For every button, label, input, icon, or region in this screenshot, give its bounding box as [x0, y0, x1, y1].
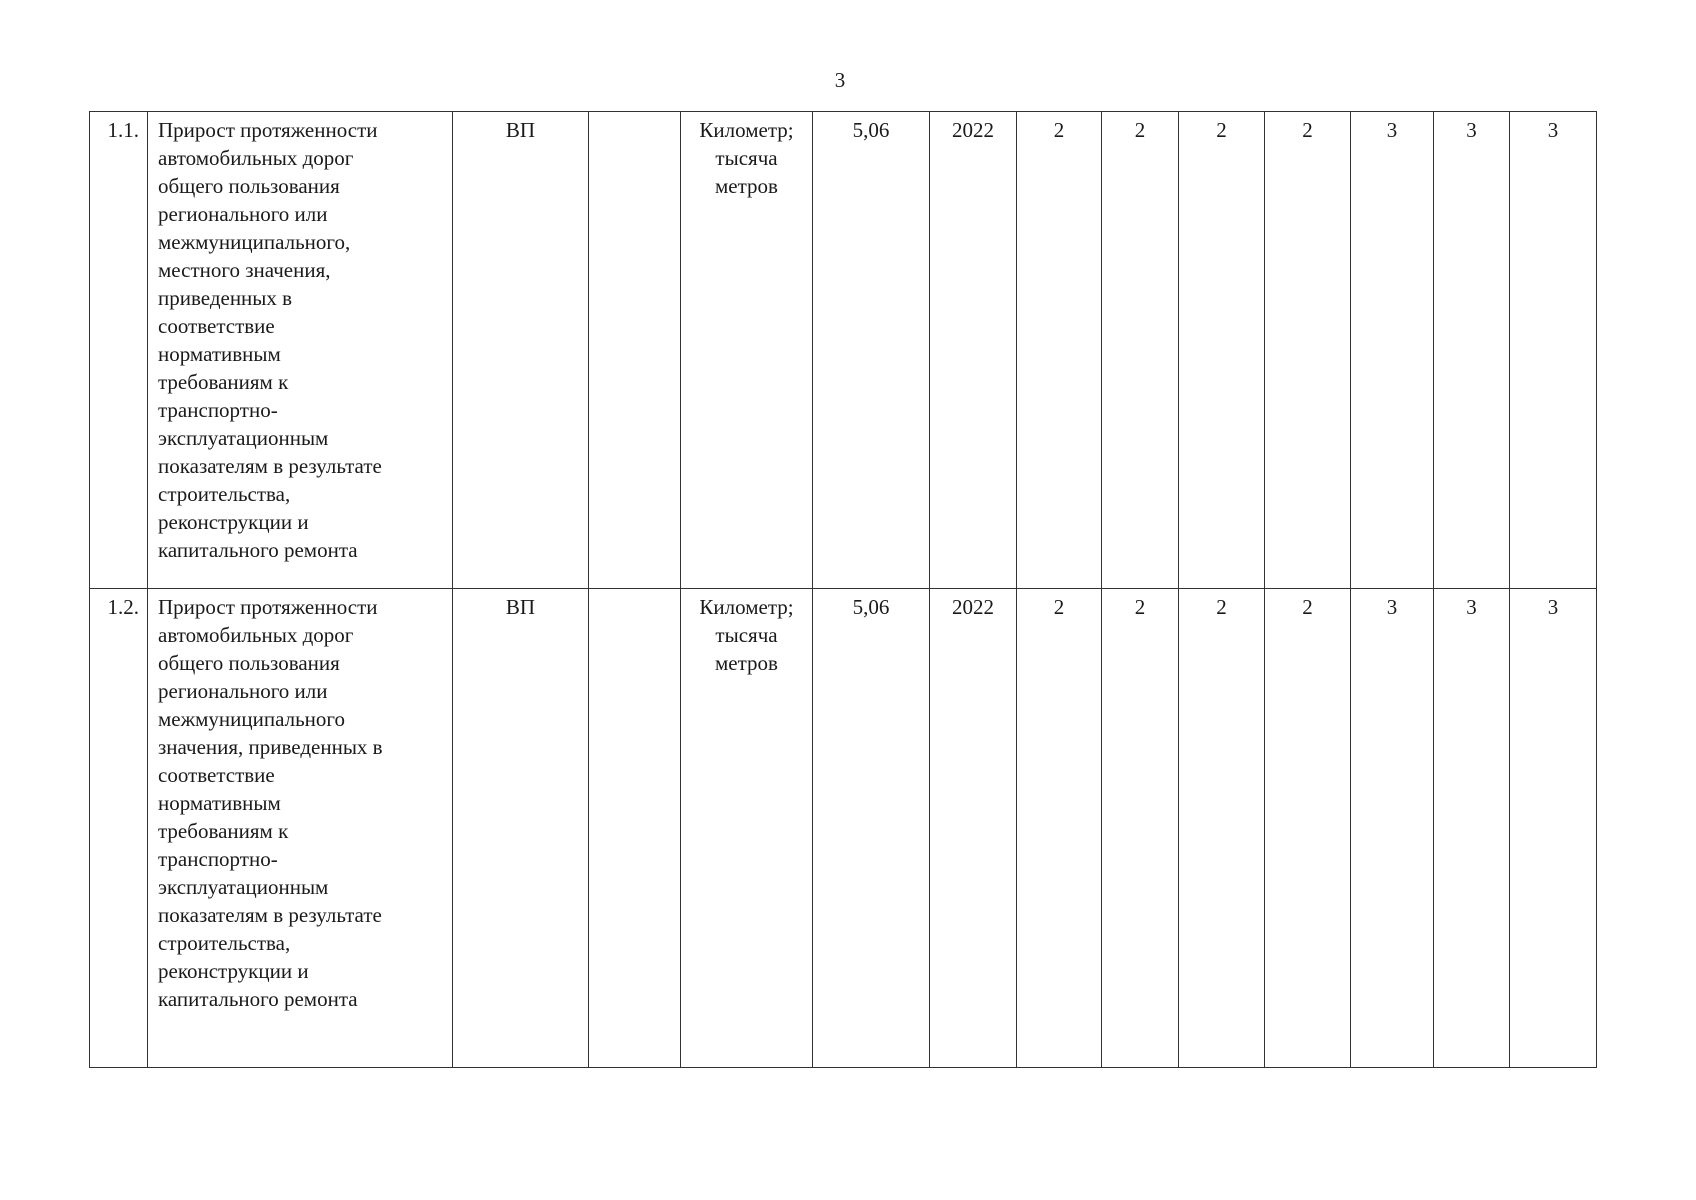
base-value: 5,06: [813, 112, 930, 589]
base-value: 5,06: [813, 589, 930, 1068]
page-number: 3: [834, 68, 846, 92]
empty-cell: [589, 112, 681, 589]
year-value: 3: [1434, 589, 1510, 1068]
indicators-table: [89, 111, 1597, 1068]
row-index: 1.1.: [90, 112, 148, 589]
year-value: 2: [1017, 112, 1102, 589]
year-value: 2: [1102, 112, 1179, 589]
year-value: 2: [1179, 589, 1265, 1068]
base-year: 2022: [930, 589, 1017, 1068]
indicator-description: Прирост протяженности автомобильных дорог общего пользования регионального или межмуниципального значения, приведенных в соответствие нормативным требованиям к транспортно- эксплуатационным показателям в результате строительства, реконструкции и капитального ремонта: [148, 589, 453, 1068]
year-value: 2: [1017, 589, 1102, 1068]
year-value: 3: [1510, 589, 1597, 1068]
year-value: 3: [1510, 112, 1597, 589]
table-row: [90, 112, 1597, 589]
base-year: 2022: [930, 112, 1017, 589]
row-index: 1.2.: [90, 589, 148, 1068]
year-value: 2: [1179, 112, 1265, 589]
year-value: 2: [1265, 589, 1351, 1068]
year-value: 2: [1102, 589, 1179, 1068]
indicator-level: ВП: [453, 112, 589, 589]
unit-of-measure: Километр; тысяча метров: [681, 589, 813, 1068]
table-row: [90, 589, 1597, 1068]
year-value: 3: [1351, 112, 1434, 589]
indicator-description: Прирост протяженности автомобильных дорог общего пользования регионального или межмуниципального, местного значения, приведенных в соответствие нормативным требованиям к транспортно- эксплуатационным показателям в результате строительства, реконструкции и капитального ремонта: [148, 112, 453, 589]
unit-of-measure: Километр; тысяча метров: [681, 112, 813, 589]
year-value: 3: [1351, 589, 1434, 1068]
empty-cell: [589, 589, 681, 1068]
indicator-level: ВП: [453, 589, 589, 1068]
year-value: 2: [1265, 112, 1351, 589]
year-value: 3: [1434, 112, 1510, 589]
